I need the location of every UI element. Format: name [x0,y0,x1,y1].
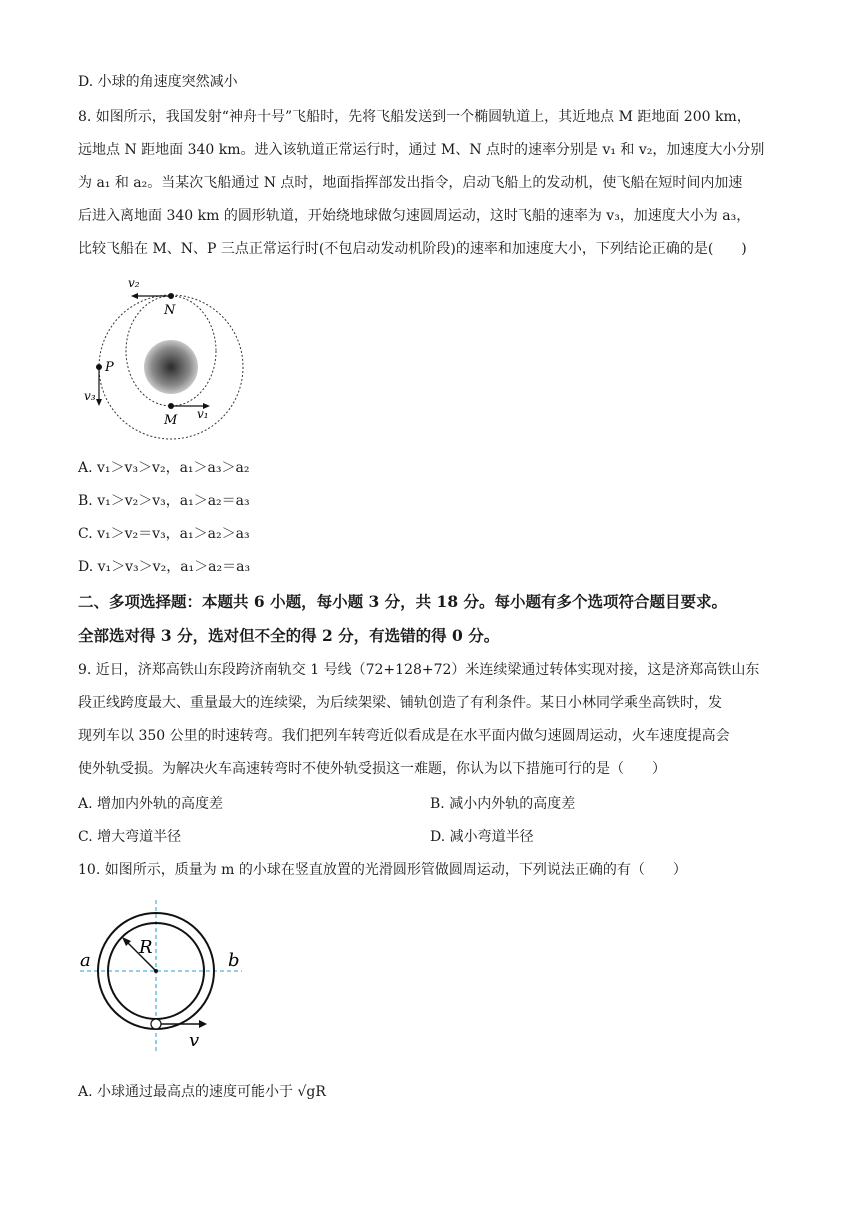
q9-option-c: C. 增大弯道半径 [78,829,182,845]
label-v1: v₁ [197,407,209,421]
q8-option-c: C. v₁＞v₂＝v₃，a₁＞a₂＞a₃ [78,526,250,542]
q9-stem-line1: 9. 近日，济郑高铁山东段跨济南轨交 1 号线（72+128+72）米连续梁通过转体实现对接，这是济郑高铁山东 [78,662,760,678]
section2-header-line1: 二、多项选择题：本题共 6 小题，每小题 3 分，共 18 分。每小题有多个选项符合题目要求。 [78,592,728,611]
q8-option-d: D. v₁＞v₃＞v₂，a₁＞a₂＝a₃ [78,559,251,575]
label-v: v [189,1030,200,1051]
ball [151,1019,161,1029]
tube-figure [76,898,256,1058]
q10-option-a: A. 小球通过最高点的速度可能小于 √gR [78,1084,326,1100]
q8-stem-line4: 后进入离地面 340 km 的圆形轨道，开始绕地球做匀速圆周运动，这时飞船的速率为 v₃，加速度大小为 a₃， [78,208,751,224]
q9-option-d: D. 减小弯道半径 [430,829,534,845]
q9-option-b: B. 减小内外轨的高度差 [430,796,576,812]
label-b: b [228,950,240,971]
q8-stem-line2: 远地点 N 距地面 340 km。进入该轨道正常运行时，通过 M、N 点时的速率分别是 v₁ 和 v₂，加速度大小分别 [78,142,765,158]
q7-option-d: D. 小球的角速度突然减小 [78,74,238,90]
q8-stem-line5: 比较飞船在 M、N、P 三点正常运行时(不包启动发动机阶段)的速率和加速度大小，下列结论正确的是( ) [78,241,747,257]
q10-stem: 10. 如图所示，质量为 m 的小球在竖直放置的光滑圆形管做圆周运动，下列说法正确的有（ ） [78,862,687,878]
label-v3: v₃ [84,389,96,403]
q8-stem-line3: 为 a₁ 和 a₂。当某次飞船通过 N 点时，地面指挥部发出指令，启动飞船上的发动机，使飞船在短时间内加速 [78,175,743,191]
q9-stem-line2: 段正线跨度最大、重量最大的连续梁，为后续架梁、铺轨创造了有利条件。某日小林同学乘坐高铁时，发 [78,695,722,711]
earth [144,340,198,394]
q8-stem-line1: 8. 如图所示，我国发射“神舟十号”飞船时，先将飞船发送到一个椭圆轨道上，其近地点 M 距地面 200 km， [78,109,751,125]
label-m: M [164,413,178,428]
q9-stem-line3: 现列车以 350 公里的时速转弯。我们把列车转弯近似看成是在水平面内做匀速圆周运动，火车速度提高会 [78,728,730,744]
label-v2: v₂ [128,276,140,290]
q9-option-a: A. 增加内外轨的高度差 [78,796,224,812]
q9-stem-line4: 使外轨受损。为解决火车高速转弯时不使外轨受损这一难题，你认为以下措施可行的是（ ） [78,761,666,777]
orbit-figure [76,270,256,445]
label-a: a [80,950,91,971]
label-r: R [139,937,153,958]
label-p: P [105,360,114,375]
label-n: N [164,303,176,318]
q8-option-a: A. v₁＞v₃＞v₂，a₁＞a₃＞a₂ [78,460,250,476]
section2-header-line2: 全部选对得 3 分，选对但不全的得 2 分，有选错的得 0 分。 [78,626,500,645]
q8-option-b: B. v₁＞v₂＞v₃，a₁＞a₂＝a₃ [78,493,250,509]
